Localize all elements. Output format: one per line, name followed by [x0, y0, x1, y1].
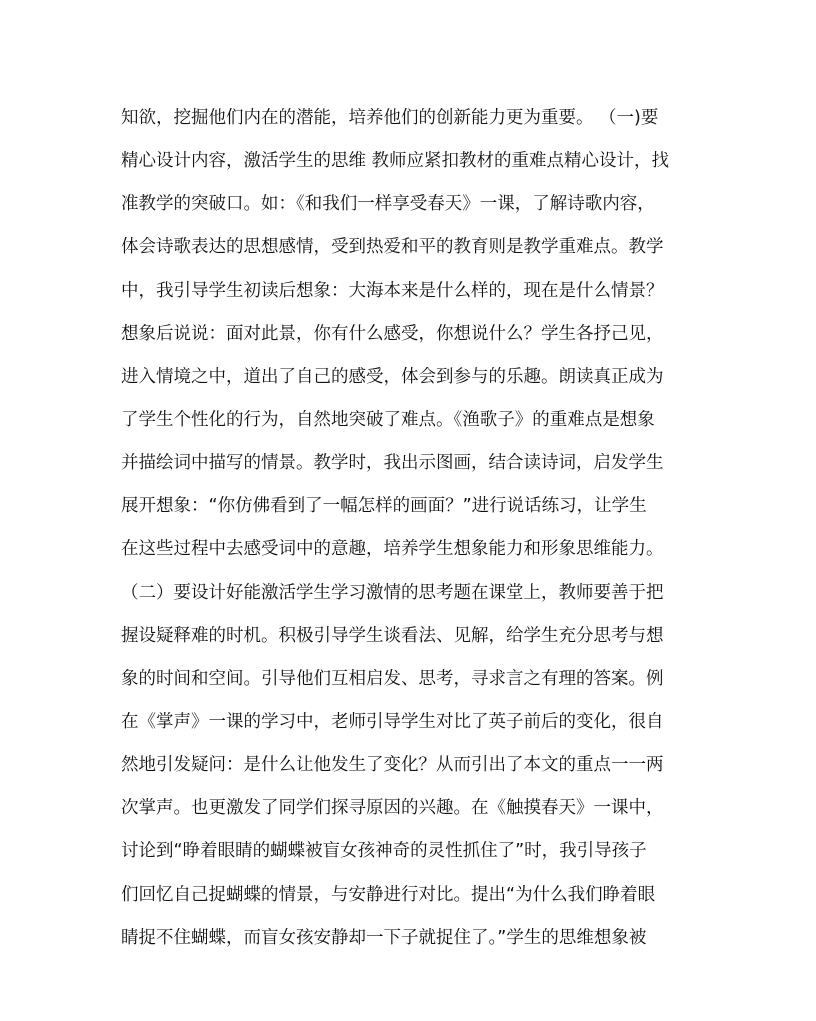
- text-line: 象的时间和空间。引导他们互相启发、思考，寻求言之有理的答案。例: [121, 668, 664, 689]
- text-line: 中，我引导学生初读后想象：大海本来是什么样的，现在是什么情景？: [121, 280, 664, 301]
- text-line: 在《掌声》一课的学习中，老师引导学生对比了英子前后的变化，很自: [121, 711, 664, 732]
- text-line: 精心设计内容，激活学生的思维 教师应紧扣教材的重难点精心设计，找: [121, 151, 670, 172]
- text-line: 握设疑释难的时机。积极引导学生谈看法、见解，给学生充分思考与想: [121, 625, 664, 646]
- text-line: 在这些过程中去感受词中的意趣，培养学生想象能力和形象思维能力。: [121, 539, 664, 560]
- text-line: 知欲，挖掘他们内在的潜能，培养他们的创新能力更为重要。 （一)要: [121, 108, 659, 128]
- text-line: 进入情境之中，道出了自己的感受，体会到参与的乐趣。朗读真正成为: [121, 366, 664, 387]
- text-line: 体会诗歌表达的思想感情，受到热爱和平的教育则是教学重难点。教学: [121, 237, 664, 258]
- text-line: 然地引发疑问：是什么让他发生了变化？从而引出了本文的重点一一两: [121, 755, 664, 776]
- text-line: 次掌声。也更激发了同学们探寻原因的兴趣。在《触摸春天》一课中，: [121, 798, 664, 819]
- text-line: 们回忆自己捉蝴蝶的情景，与安静进行对比。提出“为什么我们睁着眼: [121, 884, 656, 905]
- text-line: 展开想象：“你仿佛看到了一幅怎样的画面？”进行说话练习，让学生: [121, 496, 647, 517]
- text-line: 准教学的突破口。如：《和我们一样享受春天》一课，了解诗歌内容，: [121, 194, 655, 215]
- text-line: 并描绘词中描写的情景。教学时，我出示图画，结合读诗词，启发学生: [121, 453, 664, 474]
- text-line: 想象后说说：面对此景，你有什么感受，你想说什么？学生各抒己见，: [121, 323, 664, 344]
- body-text: [121, 100, 721, 963]
- text-line: 睛捉不住蝴蝶，而盲女孩安静却一下子就捉住了。”学生的思维想象被: [121, 927, 647, 948]
- text-line: （二）要设计好能激活学生学习激情的思考题在课堂上，教师要善于把: [121, 582, 664, 603]
- text-line: 了学生个性化的行为，自然地突破了难点。《渔歌子》的重难点是想象: [121, 409, 655, 430]
- text-line: 讨论到“睁着眼睛的蝴蝶被盲女孩神奇的灵性抓住了”时，我引导孩子: [121, 841, 647, 862]
